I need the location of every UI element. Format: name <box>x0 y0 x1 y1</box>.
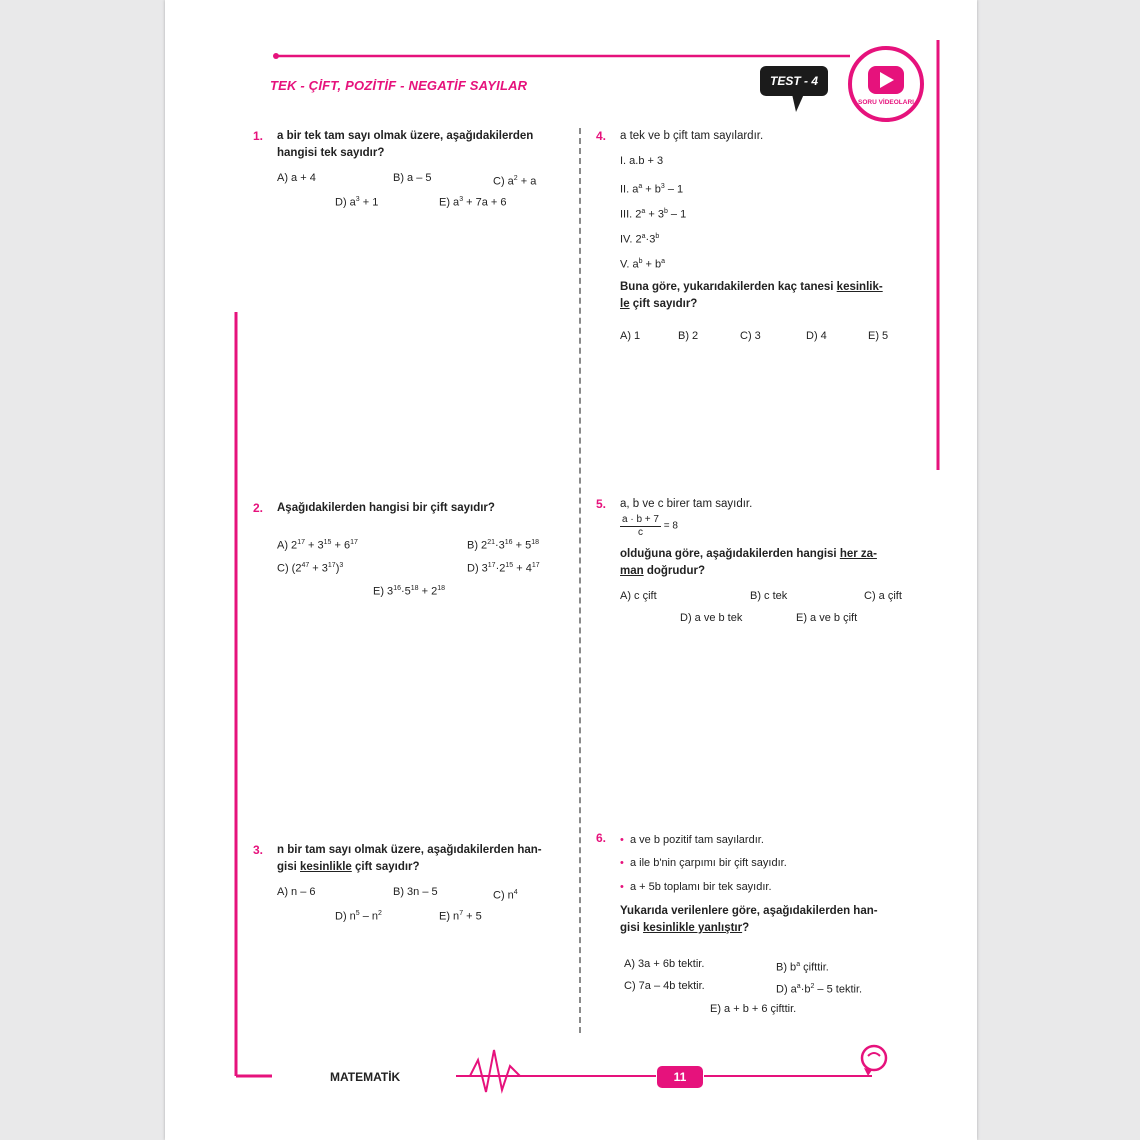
page-number: 11 <box>673 1070 687 1084</box>
option-e[interactable]: E) 5 <box>868 330 889 342</box>
option-e[interactable]: E) $n^7 + 5$ <box>439 910 482 923</box>
option-c[interactable]: C) $a^2 + a$ <box>493 175 537 188</box>
test-label: TEST - 4 <box>769 74 818 88</box>
option-b[interactable]: B) $b^a$ çifttir. <box>776 961 829 974</box>
option-a[interactable]: A) 1 <box>620 330 641 342</box>
option-e[interactable]: E) $a^3 + 7a + 6$ <box>439 196 507 209</box>
question-number: 4. <box>596 129 607 143</box>
question-number: 3. <box>253 843 264 857</box>
page-title: TEK - ÇİFT, POZİTİF - NEGATİF SAYILAR <box>270 78 528 93</box>
statement-2: II. $a^a + b^3 - 1$ <box>620 183 684 196</box>
question-stem-line: gisi kesinlikle yanlıştır? <box>620 922 750 934</box>
question-stem-line: Aşağıdakilerden hangisi bir çift sayıdır? <box>277 502 495 514</box>
option-e[interactable]: E) a + b + 6 çifttir. <box>710 1003 797 1015</box>
question-stem-line: a tek ve b çift tam sayılardır. <box>620 130 764 142</box>
option-b[interactable]: B) c tek <box>750 590 788 602</box>
option-d[interactable]: D) $a^3 + 1$ <box>335 196 379 209</box>
option-a[interactable]: A) n – 6 <box>277 886 316 898</box>
option-d[interactable]: D) $3^{17}\cdot 2^{15} + 4^{17}$ <box>467 562 540 575</box>
option-b[interactable]: B) $2^{21}\cdot 3^{16} + 5^{18}$ <box>467 539 540 552</box>
pencil-logo-icon <box>858 1042 892 1078</box>
bullet-item: • a ile b'nin çarpımı bir çift sayıdır. <box>620 857 787 869</box>
option-e[interactable]: E) $3^{16}\cdot 5^{18} + 2^{18}$ <box>373 585 446 598</box>
option-d[interactable]: D) a ve b tek <box>680 612 743 624</box>
question-stem-line: olduğuna göre, aşağıdakilerden hangisi her za- <box>620 548 877 560</box>
bullet-icon: • <box>620 834 624 846</box>
question-stem-line: Yukarıda verilenlere göre, aşağıdakilerden han- <box>620 905 878 917</box>
question-stem-line: Buna göre, yukarıdakilerden kaç tanesi kesinlik- <box>620 281 883 293</box>
speech-tail-icon <box>790 94 806 114</box>
bullet-icon: • <box>620 881 624 893</box>
option-b[interactable]: B) a – 5 <box>393 172 432 184</box>
video-circle-icon <box>846 44 926 124</box>
question-number: 2. <box>253 501 264 515</box>
statement-5: V. $a^b + b^a$ <box>620 258 666 271</box>
fraction-equals: = 8 <box>663 520 678 532</box>
page-number-badge <box>657 1066 703 1088</box>
question-stem-line: le çift sayıdır? <box>620 298 698 310</box>
fraction-expression <box>620 514 678 539</box>
option-d[interactable]: D) 4 <box>806 330 827 342</box>
fraction-numerator: a · b + 7 <box>622 514 659 525</box>
video-solutions-badge[interactable] <box>846 44 926 124</box>
question-stem-line: gisi kesinlikle çift sayıdır? <box>277 861 420 873</box>
option-c[interactable]: C) 7a – 4b tektir. <box>624 980 705 992</box>
option-c[interactable]: C) $n^4$ <box>493 889 518 902</box>
question-stem-line: a bir tek tam sayı olmak üzere, aşağıdakilerden <box>277 130 534 142</box>
test-badge <box>760 66 828 96</box>
option-c[interactable]: C) a çift <box>864 590 902 602</box>
question-number: 5. <box>596 497 607 511</box>
option-a[interactable]: A) $2^{17} + 3^{15} + 6^{17}$ <box>277 539 358 552</box>
column-divider <box>579 128 581 1033</box>
question-number: 1. <box>253 129 264 143</box>
question-stem-line: n bir tam sayı olmak üzere, aşağıdakilerden han- <box>277 844 542 856</box>
option-b[interactable]: B) 2 <box>678 330 699 342</box>
question-stem-line: hangisi tek sayıdır? <box>277 147 385 159</box>
statement-3: III. $2^a + 3^b - 1$ <box>620 208 687 221</box>
option-a[interactable]: A) a + 4 <box>277 172 316 184</box>
bullet-item: • a + 5b toplamı bir tek sayıdır. <box>620 881 772 893</box>
option-d[interactable]: D) $n^5 - n^2$ <box>335 910 382 923</box>
video-badge-label: SORU VİDEOLARI <box>858 99 914 106</box>
question-stem-line: man doğrudur? <box>620 565 705 577</box>
question-stem-line: a, b ve c birer tam sayıdır. <box>620 498 753 510</box>
question-number: 6. <box>596 831 607 845</box>
option-c[interactable]: C) 3 <box>740 330 761 342</box>
option-e[interactable]: E) a ve b çift <box>796 612 858 624</box>
footer-subject: MATEMATİK <box>330 1070 401 1084</box>
option-a[interactable]: A) c çift <box>620 590 657 602</box>
option-c[interactable]: C) $(2^{47} + 3^{17})^3$ <box>277 562 344 575</box>
option-a[interactable]: A) 3a + 6b tektir. <box>624 958 705 970</box>
statement-1: I. a.b + 3 <box>620 155 664 167</box>
statement-4: IV. $2^a\cdot 3^b$ <box>620 233 660 246</box>
option-b[interactable]: B) 3n – 5 <box>393 886 438 898</box>
option-d[interactable]: D) $a^a\cdot b^2 - 5$ tektir. <box>776 983 863 996</box>
bullet-icon: • <box>620 857 624 869</box>
fraction-denominator: c <box>637 527 643 538</box>
bullet-item: • a ve b pozitif tam sayılardır. <box>620 834 764 846</box>
